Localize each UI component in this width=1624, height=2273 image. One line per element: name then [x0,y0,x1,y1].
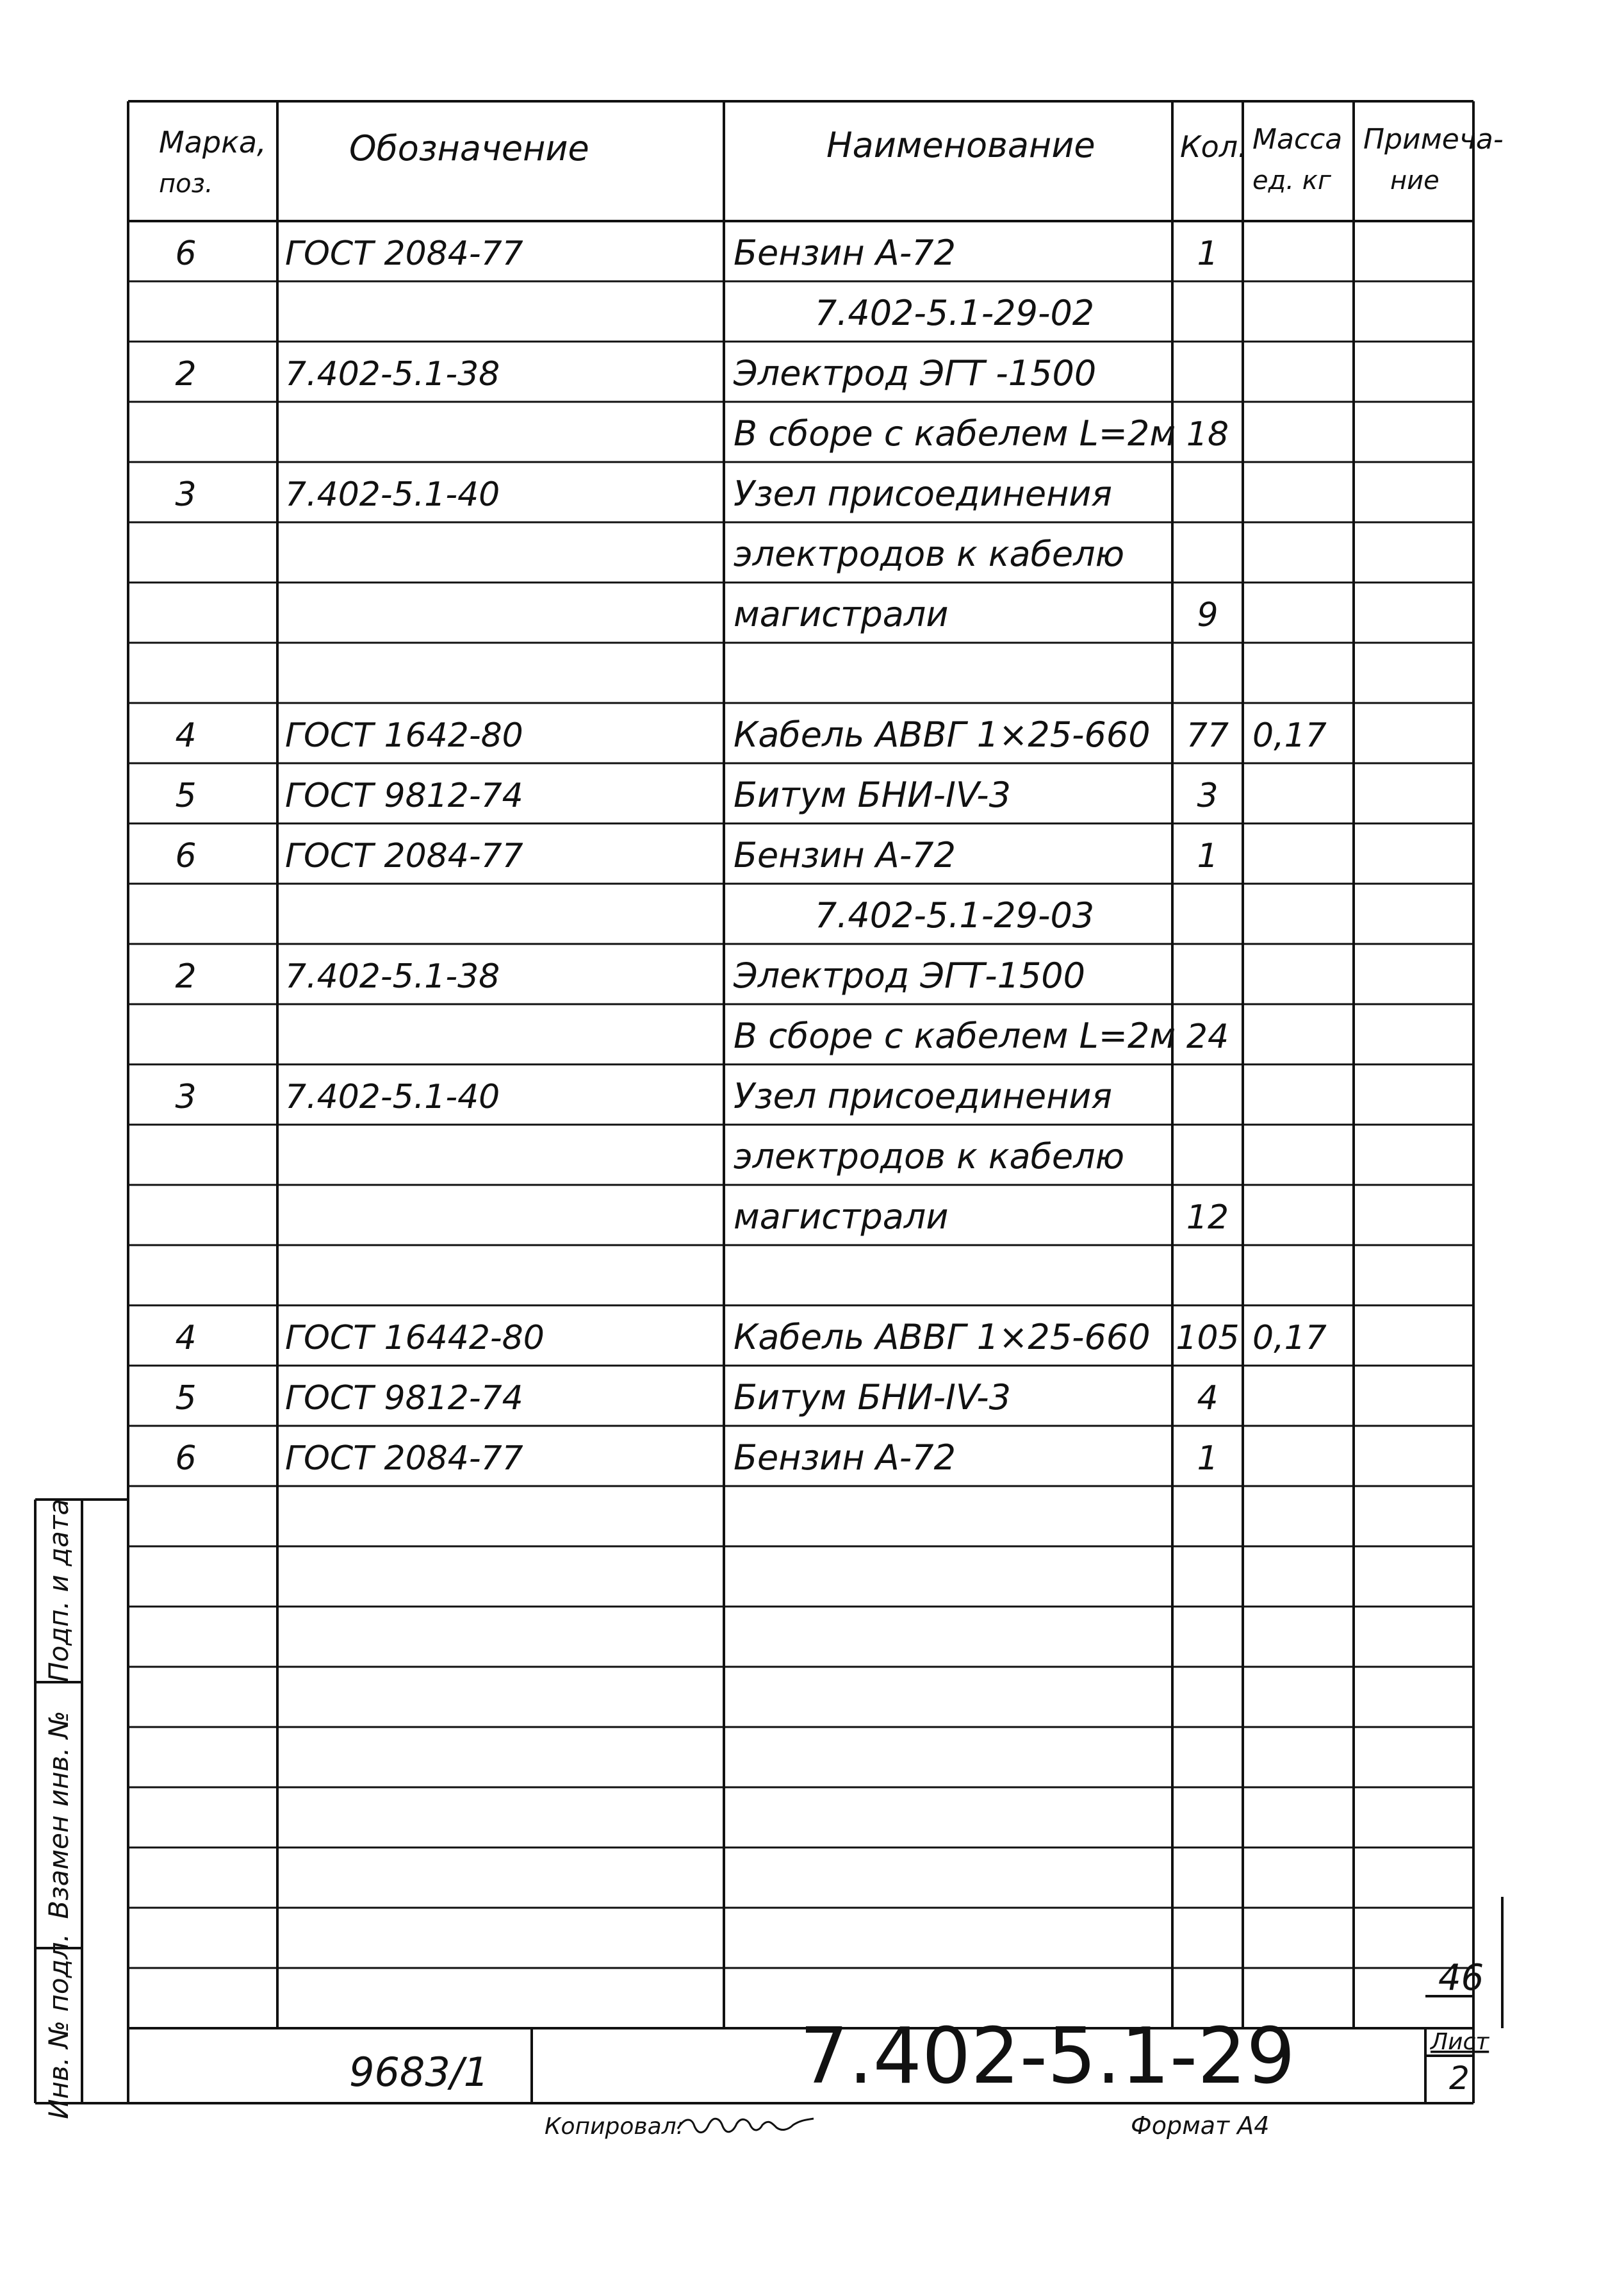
table-row [734,534,1124,574]
cell-qty: 77 [1186,716,1229,755]
cell-mass: 0,17 [1252,716,1327,755]
table-row [175,353,1096,393]
cell-name: магистрали [734,594,949,634]
table-row [734,1196,1229,1237]
cell-qty: 1 [1197,235,1218,273]
cell-designation: ГОСТ 1642-80 [285,716,523,755]
header-designation: Обозначение [349,128,589,169]
header-mark: Марка, [159,125,267,160]
cell-mark: 4 [175,716,197,755]
cell-designation: 7.402-5.1-38 [285,355,500,393]
sheet-label: Лист [1431,2029,1489,2055]
cell-name: Битум БНИ-IV-3 [734,775,1012,815]
cell-qty: 105 [1176,1319,1240,1357]
table-row [175,1076,1112,1116]
title-designation: 7.402-5.1-29 [800,2012,1295,2101]
table-row [175,233,1218,273]
header-name: Наименование [826,125,1095,165]
header-mark-2: поз. [159,169,213,199]
cell-name: электродов к кабелю [734,1136,1125,1177]
stamp-replaced-inv: Взамен инв. № [43,1710,74,1919]
copied-label: Копировал: [545,2113,684,2140]
table-row [175,1437,1218,1478]
cell-qty: 12 [1186,1198,1229,1237]
cell-name: Электрод ЭГТ-1500 [734,955,1086,996]
cell-qty: 4 [1197,1379,1218,1418]
cell-designation: ГОСТ 16442-80 [285,1319,545,1357]
cell-name: 7.402-5.1-29-02 [814,293,1095,333]
cell-designation: ГОСТ 2084-77 [285,1439,523,1478]
header-mass-2: ед. кг [1252,166,1331,195]
cell-mark: 2 [175,355,197,393]
footer [545,2112,1269,2140]
header-note: Примеча- [1363,123,1504,156]
table-body [175,233,1326,1478]
table-row [175,775,1218,815]
header-note-2: ние [1390,166,1439,195]
cell-designation: ГОСТ 2084-77 [285,837,523,875]
cell-name: Бензин А-72 [734,1437,956,1478]
page-number: 46 [1438,1957,1484,1999]
cell-name: Бензин А-72 [734,233,956,273]
table-row [175,474,1112,514]
cell-mark: 3 [175,1078,197,1116]
table-header [159,123,1504,199]
header-qty: Кол. [1180,129,1247,164]
cell-designation: 7.402-5.1-38 [285,957,500,996]
table-row [175,835,1218,875]
table-row [175,955,1085,996]
table-row [734,594,1218,634]
table-row [175,1377,1218,1418]
cell-designation: 7.402-5.1-40 [285,475,500,514]
table-row [734,1016,1229,1056]
cell-designation: ГОСТ 2084-77 [285,235,523,273]
sheet-number: 2 [1449,2060,1470,2097]
cell-mass: 0,17 [1252,1319,1327,1357]
stamp-signed-date: Подп. и дата [43,1498,74,1683]
cell-mark: 5 [175,1379,197,1418]
table-row [175,1317,1326,1357]
cell-designation: 7.402-5.1-40 [285,1078,500,1116]
cell-mark: 2 [175,957,197,996]
cell-name: электродов к кабелю [734,534,1125,574]
cell-name: Электрод ЭГТ -1500 [734,353,1097,393]
cell-mark: 6 [175,837,197,875]
table-row [734,1136,1124,1177]
side-stamp [35,1499,128,2119]
cell-qty: 1 [1197,1439,1218,1478]
cell-designation: ГОСТ 9812-74 [285,777,523,815]
table-row [175,715,1326,755]
cell-name: 7.402-5.1-29-03 [814,895,1095,936]
stamp-inv-original: Инв. № подл. [43,1933,74,2119]
cell-designation: ГОСТ 9812-74 [285,1379,523,1418]
cell-qty: 3 [1197,777,1218,815]
format-label: Формат А4 [1131,2112,1270,2140]
cell-name: Кабель АВВГ 1×25-660 [734,715,1151,755]
cell-mark: 3 [175,475,197,514]
cell-qty: 1 [1197,837,1218,875]
title-code: 9683/1 [349,2049,489,2095]
header-mass: Масса [1252,123,1343,156]
table-row [815,895,1094,936]
cell-name: Кабель АВВГ 1×25-660 [734,1317,1151,1357]
cell-qty: 9 [1197,596,1218,634]
table-row [734,413,1229,454]
cell-qty: 24 [1186,1018,1229,1056]
cell-name: Узел присоединения [734,1076,1112,1116]
cell-name: Бензин А-72 [734,835,956,875]
cell-mark: 4 [175,1319,197,1357]
cell-name: Битум БНИ-IV-3 [734,1377,1012,1418]
cell-name: В сборе с кабелем L=2м [734,1016,1176,1056]
cell-name: магистрали [734,1196,949,1237]
cell-name: В сборе с кабелем L=2м [734,413,1176,454]
copier-signature [678,2119,814,2133]
cell-mark: 5 [175,777,197,815]
cell-mark: 6 [175,235,197,273]
cell-qty: 18 [1186,415,1229,454]
cell-name: Узел присоединения [734,474,1112,514]
table-row [815,293,1094,333]
title-block [128,1897,1502,2103]
cell-mark: 6 [175,1439,197,1478]
